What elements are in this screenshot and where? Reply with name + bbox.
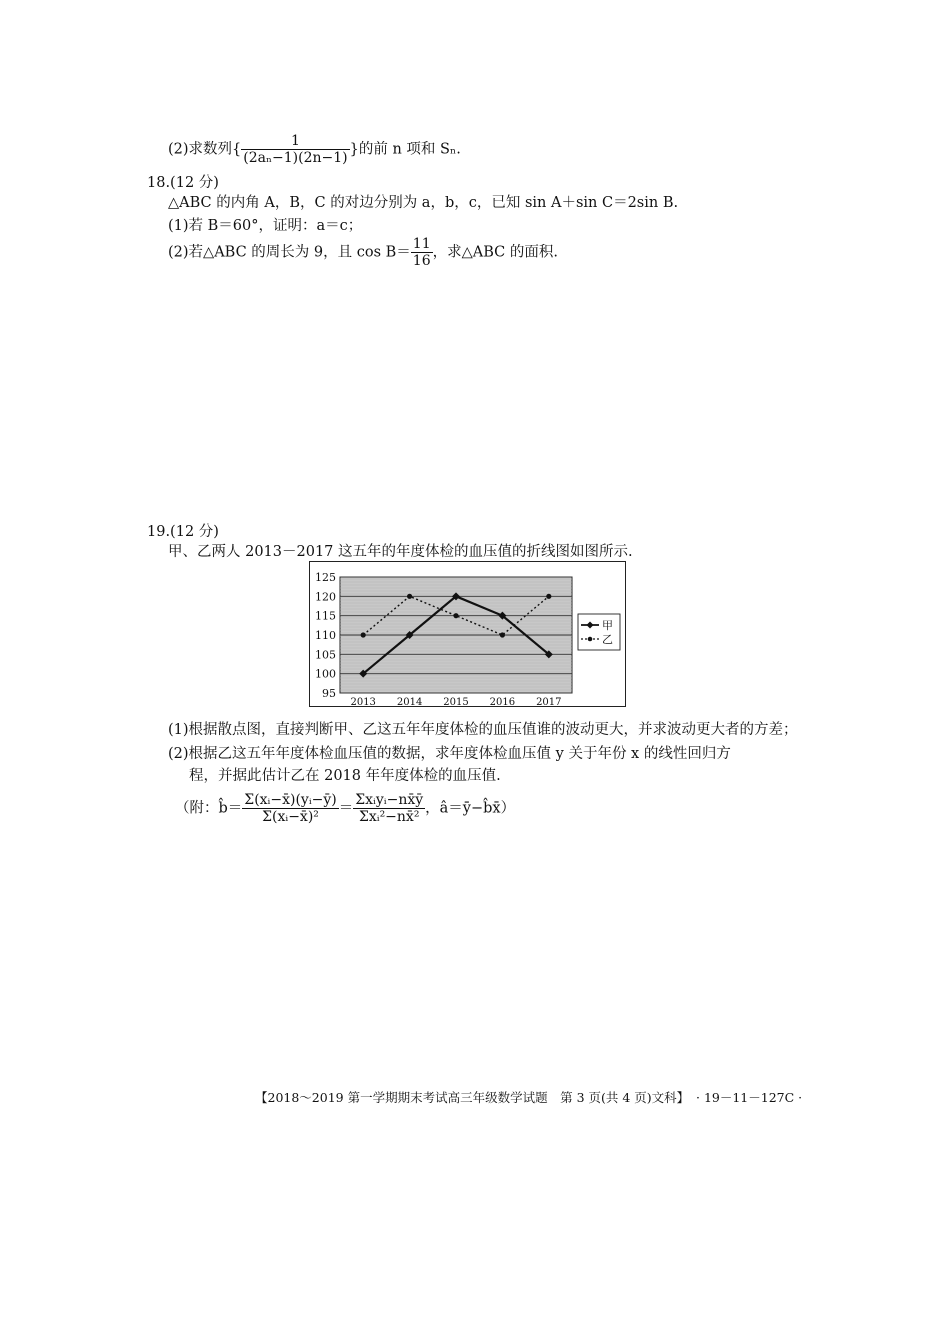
formula-eq: ＝: [338, 800, 354, 817]
x-tick-label: 2014: [396, 697, 423, 708]
q18-fraction: [411, 236, 433, 269]
y-tick-label: 125: [315, 571, 336, 584]
series-2-point: [453, 613, 458, 618]
chart-svg: [310, 562, 627, 708]
legend-box: [578, 614, 620, 650]
formula-fraction-2: [353, 792, 425, 825]
footer-left: 【2018～2019 第一学期期末考试高三年级数学试题 第 3 页(共 4 页)文科】: [255, 1090, 690, 1105]
formula-prefix: （附：b̂＝: [175, 800, 243, 817]
q18-line3: [168, 236, 558, 269]
series-2-point: [407, 594, 412, 599]
formula-f1-num: Σ(xᵢ−x̄)(yᵢ−ȳ): [244, 792, 337, 808]
q17-fraction: [241, 133, 349, 166]
q17-frac-den: (2aₙ−1)(2n−1): [243, 150, 348, 166]
q18-frac-den: 16: [412, 253, 431, 269]
blood-pressure-chart: [309, 561, 626, 707]
legend-label-1: 甲: [602, 619, 613, 632]
q18-line3-suffix: ，求△ABC 的面积.: [432, 244, 558, 261]
q18-header: 18.(12 分): [147, 175, 219, 191]
legend-label-2: 乙: [602, 633, 613, 646]
q19-formula: [175, 792, 515, 825]
q17-frac-num: 1: [290, 133, 300, 149]
y-tick-label: 95: [322, 687, 336, 700]
x-tick-label: 2016: [489, 697, 516, 708]
y-tick-label: 110: [315, 629, 336, 642]
formula-f1-den: Σ(xᵢ−x̄)²: [242, 808, 338, 825]
y-tick-label: 120: [315, 590, 336, 604]
q18-line1: △ABC 的内角 A，B，C 的对边分别为 a，b，c，已知 sin A＋sin C＝2sin B.: [168, 195, 679, 211]
x-tick-label: 2013: [350, 697, 376, 708]
y-tick-label: 105: [315, 648, 336, 662]
q17-part2-suffix: }的前 n 项和 Sₙ.: [349, 141, 461, 158]
q17-part2: [168, 133, 461, 166]
q19-part1: (1)根据散点图，直接判断甲、乙这五年年度体检的血压值谁的波动更大，并求波动更大者的方差；: [168, 722, 798, 738]
x-tick-label: 2015: [443, 697, 469, 708]
q19-part2-a: (2)根据乙这五年年度体检血压值的数据，求年度体检血压值 y 关于年份 x 的线性回归方: [168, 746, 731, 762]
q18-frac-num: 11: [412, 236, 431, 252]
formula-f2-den: Σxᵢ²−nx̄²: [353, 808, 425, 825]
formula-suffix: ，â＝ȳ−b̂x̄）: [425, 800, 516, 817]
series-2-point: [546, 594, 551, 599]
y-tick-label: 115: [315, 609, 336, 623]
series-2-point: [361, 632, 366, 637]
q19-part2-b: 程，并据此估计乙在 2018 年年度体检的血压值.: [189, 768, 501, 784]
q17-part2-prefix: (2)求数列{: [168, 141, 242, 158]
legend-marker-2: [588, 637, 593, 642]
q18-line2: (1)若 B＝60°，证明：a＝c；: [168, 218, 363, 234]
q19-header: 19.(12 分): [147, 524, 219, 540]
footer-right: · 19－11－127C ·: [696, 1090, 803, 1105]
formula-f2-num: Σxᵢyᵢ−nx̄ȳ: [355, 792, 424, 808]
formula-fraction-1: [242, 792, 338, 825]
series-2-point: [500, 632, 505, 637]
y-tick-label: 100: [315, 667, 336, 681]
x-tick-label: 2017: [536, 697, 562, 708]
q18-line3-prefix: (2)若△ABC 的周长为 9，且 cos B＝: [168, 244, 411, 261]
q19-intro: 甲、乙两人 2013－2017 这五年的年度体检的血压值的折线图如图所示.: [168, 544, 633, 560]
